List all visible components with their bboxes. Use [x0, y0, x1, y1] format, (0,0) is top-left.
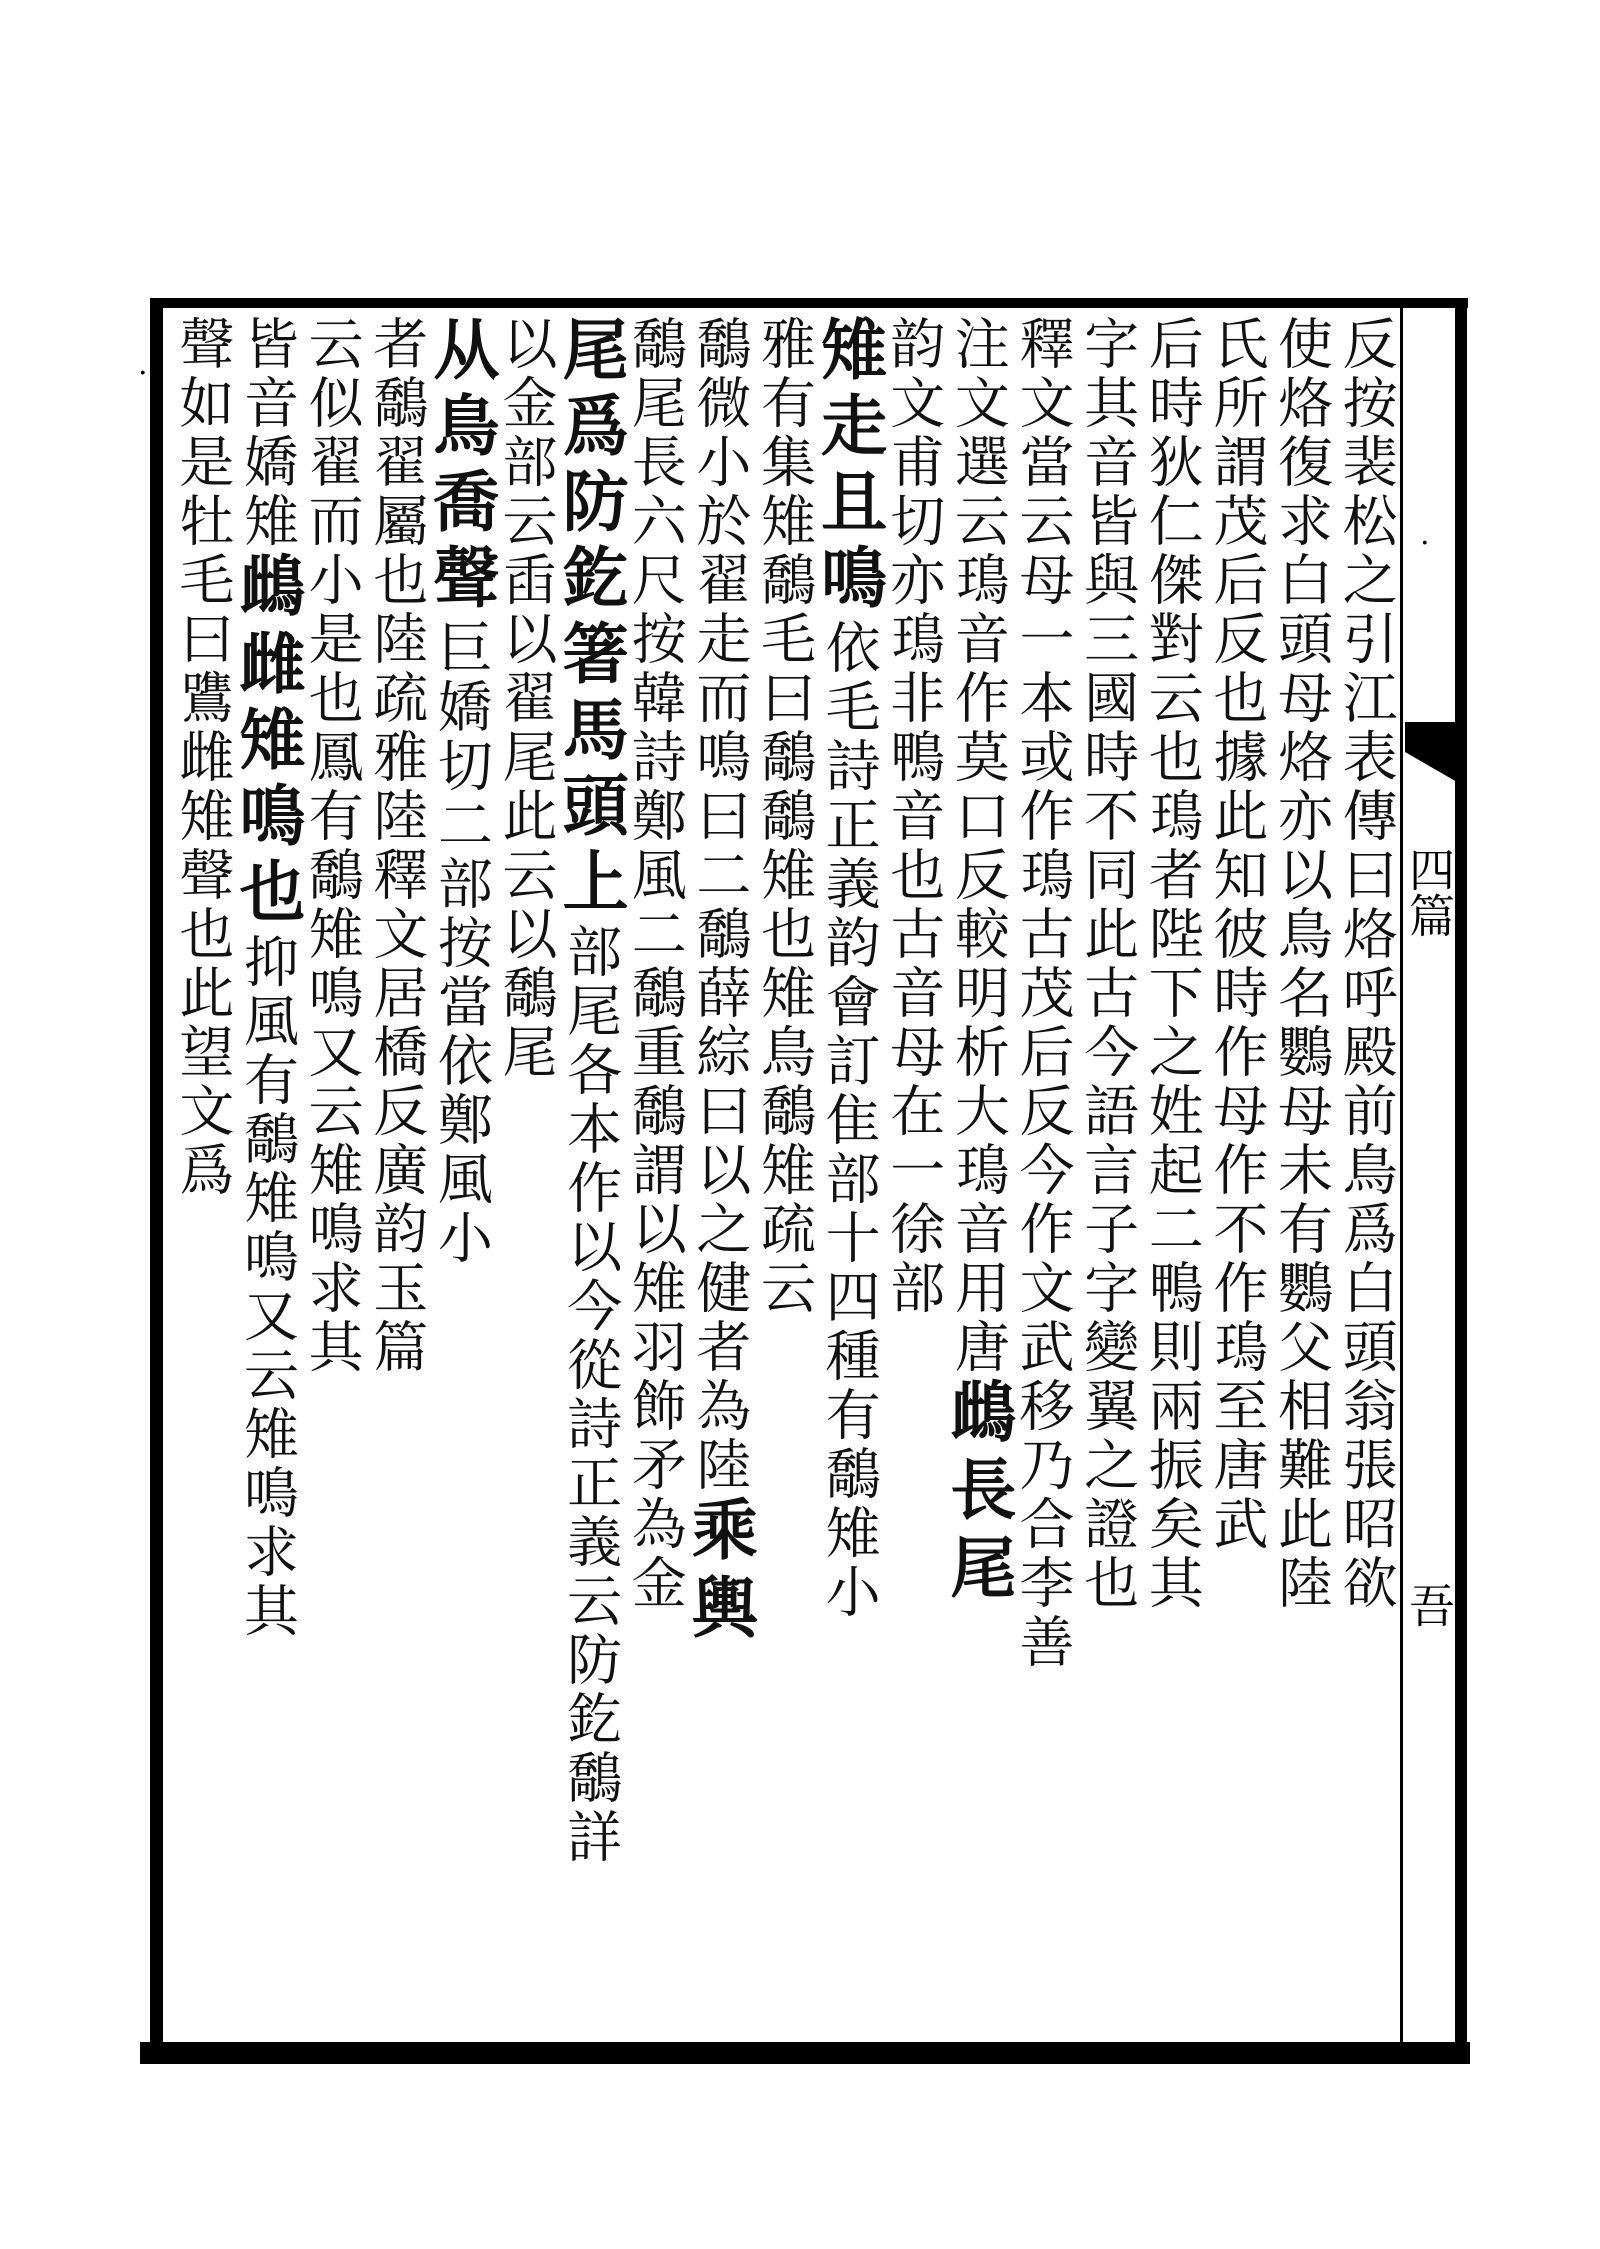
text-column	[364, 315, 428, 2035]
commentary-text: 注文選云鳿音作莫口反較明析大鳿音用唐	[945, 315, 1010, 1377]
margin-tick-mark: .	[138, 347, 148, 382]
commentary-text: 后時狄仁傑對云也鳿者陛下之姓起二鴨則兩振矣其	[1139, 315, 1204, 1613]
seal-script-glyph: 䳄	[227, 551, 306, 629]
commentary-text: 皆音嬌	[234, 315, 299, 492]
text-column	[1140, 315, 1204, 2035]
text-columns	[170, 315, 1398, 2035]
headword-text: 从鳥喬聲	[421, 315, 500, 619]
headword-text: 雌雉鳴也	[227, 629, 306, 933]
frame-top-border	[155, 298, 1468, 308]
headword-text: 尾爲防釳箸馬頭上	[551, 315, 630, 923]
commentary-text: 風有鷮雉鳴又云雉鳴求其	[234, 992, 299, 1641]
fishtail-marker-icon	[1405, 722, 1457, 782]
commentary-text: 抑	[234, 933, 299, 992]
text-column	[881, 315, 945, 2035]
text-column	[809, 315, 888, 2035]
text-column	[421, 315, 500, 2035]
commentary-text: 聲如是	[170, 315, 235, 492]
text-column	[1204, 315, 1268, 2035]
commentary-text: 氏所謂茂后反也據此知彼時作母作不作鳿至唐武	[1204, 315, 1269, 1554]
commentary-text: 巨嬌切二部按當依鄭風小	[428, 619, 493, 1268]
text-column	[623, 315, 687, 2035]
commentary-text: 字其音皆與三國時不同此古今語言子字變翼之證也	[1075, 315, 1140, 1613]
text-column	[1011, 315, 1075, 2035]
commentary-text: 韵文甫切亦鳿非鴨音也古音母在一徐部	[881, 315, 946, 1318]
text-column	[680, 315, 759, 2035]
commentary-text: 者鷮翟屬也陸疏雅陸釋文居橋反廣韵玉篇	[364, 315, 429, 1377]
seal-script-glyph: 乘輿	[680, 1495, 759, 1651]
commentary-text: 釋文當云母一本或作鳿古茂后反今作文武移乃合李善	[1010, 315, 1075, 1672]
seal-script-glyph: 䳄長尾	[938, 1377, 1017, 1611]
text-column	[1269, 315, 1333, 2035]
text-column	[1334, 315, 1398, 2035]
commentary-text: 云似翟而小是也	[299, 315, 364, 728]
margin-title: 四篇	[1402, 846, 1456, 938]
text-column	[300, 315, 364, 2035]
commentary-text: 雅有集雉鷮毛曰鷮鷮雉也雉鳥鷮雉疏云	[752, 315, 816, 1318]
text-column	[551, 315, 630, 2035]
commentary-text: 雉	[234, 492, 299, 551]
commentary-text: 反按裴松之引江表傳曰烙呼殿前鳥爲白頭翁張昭欲	[1333, 315, 1398, 1613]
commentary-text: 鳳有鷮雉鳴又云雉鳴求其	[299, 728, 364, 1377]
margin-rule	[1400, 308, 1403, 2043]
frame-right-border	[1455, 298, 1467, 2058]
frame-bottom-border	[140, 2042, 1470, 2064]
margin-tick-mark: .	[1420, 517, 1430, 552]
margin-page-number: 吾	[1402, 1582, 1456, 1628]
commentary-text: 牡毛曰鷕雌雉聲也此望文爲	[170, 492, 235, 1200]
text-column	[752, 315, 816, 2035]
text-column	[493, 315, 557, 2035]
text-column	[170, 315, 234, 2035]
headword-text: 雉走且鳴	[809, 315, 888, 619]
commentary-text: 部尾各本作以今從詩正義云防釳鷮詳	[558, 923, 623, 1867]
text-column	[938, 315, 1017, 2035]
text-column	[227, 315, 306, 2035]
commentary-text: 以金部云臿以翟尾此云以鷮尾	[493, 315, 558, 1082]
text-column	[1075, 315, 1139, 2035]
commentary-text: 依毛詩正義韵會訂隹部十四種有鷮雉小	[816, 619, 881, 1622]
commentary-text: 使烙復求白頭母烙亦以鳥名鸚母未有鸚父相難此陸	[1269, 315, 1334, 1613]
frame-left-border	[150, 298, 163, 2058]
commentary-text: 鷮尾長六尺按韓詩鄭風二鷮重鷮謂以雉羽飾矛為金	[622, 315, 687, 1613]
commentary-text: 鷮微小於翟走而鳴曰二鷮薛綜曰以之健者為陸	[687, 315, 752, 1495]
